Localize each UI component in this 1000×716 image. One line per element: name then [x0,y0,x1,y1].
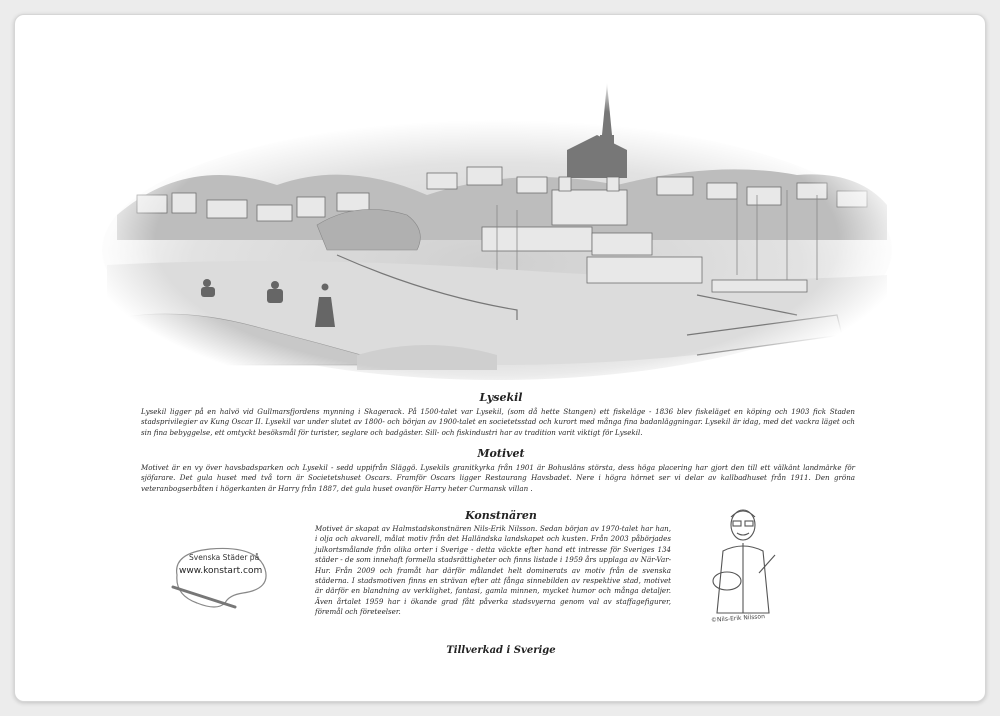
artist-portrait-icon [703,503,783,633]
logo-line-1: Svenska Städer på [189,553,260,562]
section-title-lysekil: Lysekil [479,391,523,404]
lysekil-harbor-illustration [97,65,897,383]
poster-sheet [14,14,986,702]
footer-made-in-sweden: Tillverkad i Sverige [446,645,556,656]
palette-brush-icon [165,541,275,611]
section-text-lysekil: Lysekil ligger på en halvö vid Gullmarsfjordens mynning i Skagerack. På 1500-talet var Lysekil, (som då hette Stangen) ett fiskeläge - 1836 blev fiskeläget en köping och 1903 fick Staden stadsprivilegier av Kung Oscar II. Lysekil var under slutet av 1800- och början av 1900-talet en societetsstad och kurort med många fina badanläggningar. Lysekil är idag, med det vackra läget och sin fina bebyggelse, ett omtyckt besöksmål för turister, seglare och badgäster. Sill- och fiskindustri har av tradition varit viktigt för Lysekil. [141,407,855,437]
section-text-motivet: Motivet är en vy över havsbadsparken och Lysekil - sedd uppifrån Släggö. Lysekils granitkyrka från 1901 är Bohusläns största, dess höga placering har gjort den till ett välkänt landmärke för sjöfarare. Det gula huset med två torn är Societetshuset Oscars. Framför Oscars ligger Restaurang Havsbadet. Nere i högra hörnet ser vi delar av kallbadhuset från 1911. Den gröna veteranbogserbåten i högerkanten är Harry från 1887, det gula huset ovanför Harry heter Curmansk villan . [141,463,855,493]
logo-url[interactable]: www.konstart.com [179,566,263,576]
section-title-motivet: Motivet [477,447,525,460]
section-text-konstnaren: Motivet är skapat av Halmstadskonstnären Nils-Erik Nilsson. Sedan början av 1970-talet har han, i olja och akvarell, målat motiv från det Halländska landskapet och kusten. Från 2003 påbörjades julkortsmålande från olika orter i Sverige - detta väckte efter hand ett intresse för Sveriges 134 städer - de som innehaft formella stadsrättigheter och finns listade i 1959 års upplaga av När-Var-Hur. Från 2009 och framåt har därför målandet helt dominerats av motiv från de svenska städerna. I stadsmotiven finns en strävan efter att fånga sinnebilden av respektive stad, motivet är därför en blandning av verklighet, fantasi, gamla minnen, mycket humor och många detaljer. Även årtalet 1959 har i ökande grad fått påverka stadsvyerna genom val av staffagefigurer, föremål och företeelser. [315,524,671,617]
konstart-logo[interactable] [165,541,275,611]
artist-signature: ©Nils-Erik Nilsson [710,613,766,624]
section-title-konstnaren: Konstnären [465,509,537,522]
